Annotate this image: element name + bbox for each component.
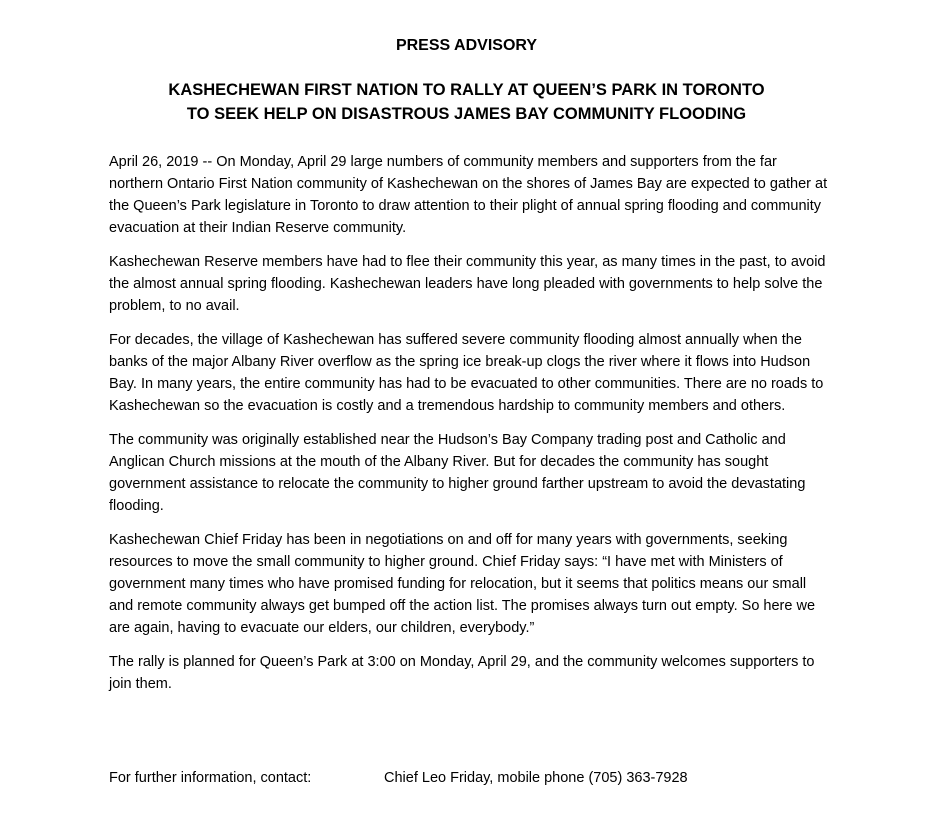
body-text [109,151,829,707]
paragraph-chief-quote: Kashechewan Chief Friday has been in negotiations on and off for many years with governments, seeking resources to move the small community to higher ground. Chief Friday says: “I have met with Ministers of government many times who have promised funding for relocation, but it seems that politics means our small and remote community always get bumped off the action list. The promises always turn out empty. So here we are again, having to evacuate our elders, our children, everybody.” [109,532,816,636]
contact-label: For further information, contact: [109,770,312,786]
paragraph-flooding-history: For decades, the village of Kashechewan has suffered severe community flooding almost annually when the banks of the major Albany River overflow as the spring ice break-up clogs the river where it flows into Hudson Bay. In many years, the entire community has had to be evacuated to other communities. There are no roads to Kashechewan so the evacuation is costly and a tremendous hardship to community members and others. [109,332,824,414]
contact-value: Chief Leo Friday, mobile phone (705) 363-7928 [384,770,688,786]
paragraph-community-origin: The community was originally established near the Hudson’s Bay Company trading post and Catholic and Anglican Church missions at the mouth of the Albany River. But for decades the community has sought government assistance to relocate the community to higher ground farther upstream to avoid the devastating flooding. [109,432,806,514]
paragraph-rally-details: The rally is planned for Queen’s Park at 3:00 on Monday, April 29, and the community welcomes supporters to join them. [109,654,815,692]
paragraph-evacuation: Kashechewan Reserve members have had to flee their community this year, as many times in the past, to avoid the almost annual spring flooding. Kashechewan leaders have long pleaded with governments to help solve the problem, to no avail. [109,254,826,314]
paragraph-date-intro: April 26, 2019 -- On Monday, April 29 large numbers of community members and supporters from the far northern Ontario First Nation community of Kashechewan on the shores of James Bay are expected to gather at the Queen’s Park legislature in Toronto to draw attention to their plight of annual spring flooding and community evacuation at their Indian Reserve community. [109,154,828,236]
headline [0,78,933,126]
contact-line [109,767,829,789]
document-type-heading: PRESS ADVISORY [395,37,538,54]
headline-line-1: KASHECHEWAN FIRST NATION TO RALLY AT QUEEN’S PARK IN TORONTO [168,81,765,99]
headline-line-2: TO SEEK HELP ON DISASTROUS JAMES BAY COMMUNITY FLOODING [186,105,747,123]
